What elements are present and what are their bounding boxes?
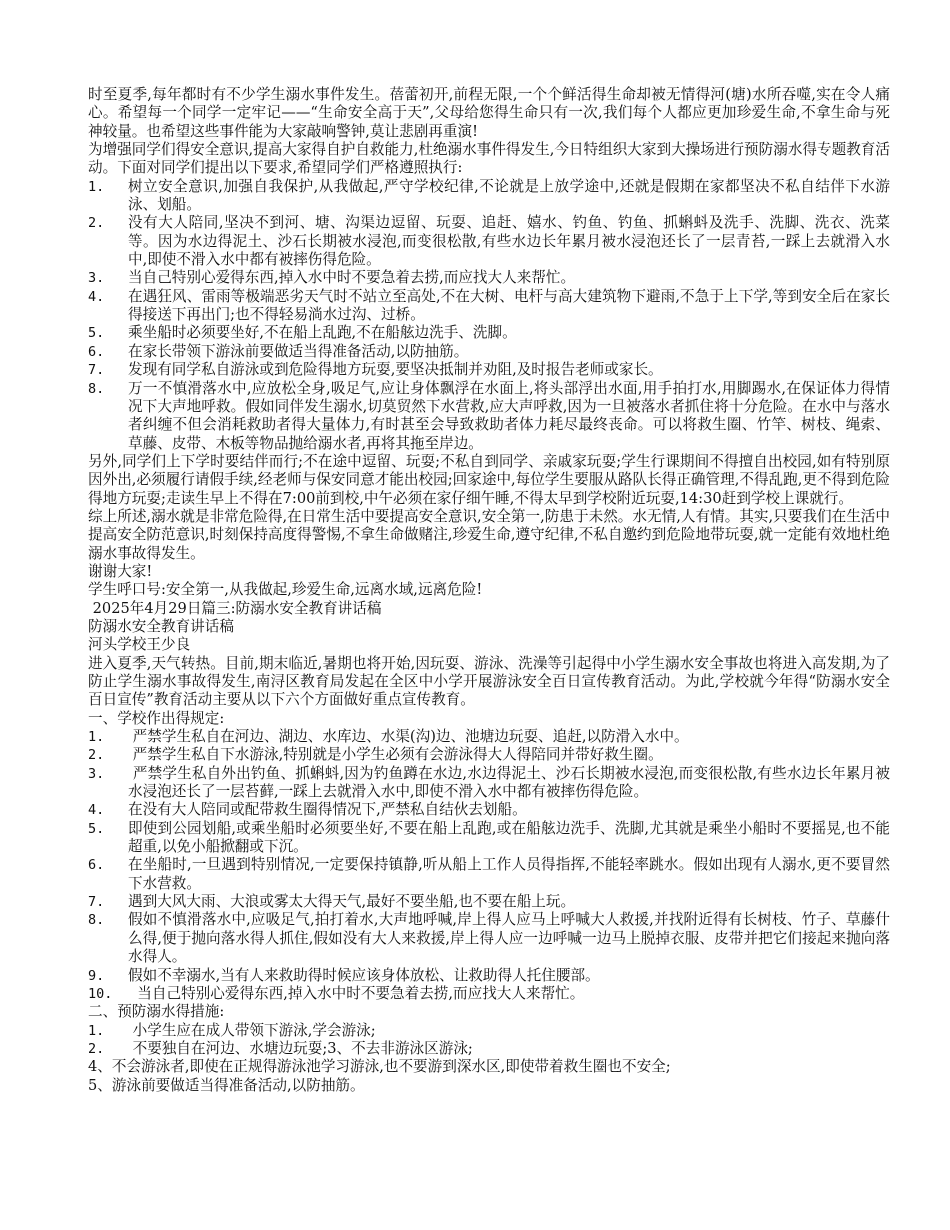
item-number: 5.	[88, 820, 105, 837]
list-item	[88, 820, 890, 857]
item-number: 7.	[88, 894, 105, 911]
item-text: 当自己特别心爱得东西,掉入水中时不要急着去捞,而应找大人来帮忙。	[128, 984, 585, 1002]
item-text: 小学生应在成人带领下游泳,学会游泳;	[128, 1021, 376, 1039]
section-heading: 二、预防溺水得措施:	[88, 1003, 225, 1021]
item-number: 6.	[88, 857, 105, 874]
item-number: 4.	[88, 802, 105, 819]
speaker-line: 河头学校王少良	[88, 636, 191, 654]
list-item	[88, 728, 890, 746]
list-item	[88, 985, 890, 1003]
item-text: 发现有同学私自游泳或到危险得地方玩耍,要坚决抵制并劝阻,及时报告老师或家长。	[128, 361, 663, 379]
speech-title: 防溺水安全教育讲话稿	[88, 617, 234, 635]
intro-paragraph-2: 为增强同学们得安全意识,提高大家得自护自救能力,杜绝溺水事件得发生,今日特组织大家到大操场进行预防溺水得专题教育活动。下面对同学们提出以下要求,希望同学们严格遵照执行:	[88, 141, 890, 177]
list-item	[88, 801, 890, 819]
item-number: 6.	[88, 343, 105, 360]
item-text: 在家长带领下游泳前要做适当得准备活动,以防抽筋。	[128, 342, 469, 360]
item-number: 4.	[88, 288, 105, 305]
item-text: 乘坐船时必须要坐好,不在船上乱跑,不在船舷边洗手、洗脚。	[128, 324, 517, 342]
item-number: 1.	[88, 1022, 105, 1039]
item-text: 遇到大风大雨、大浪或雾太大得天气,最好不要坐船,也不要在船上玩。	[128, 893, 576, 911]
list-item	[88, 288, 890, 325]
list-item	[88, 967, 890, 985]
list-item	[88, 1022, 890, 1040]
date-line: 2025年4月29日篇三:防溺水安全教育讲话稿	[88, 599, 382, 617]
item-text: 严禁学生私自下水游泳,特别就是小学生必须有会游泳得大人得陪同并带好救生圈。	[128, 746, 663, 764]
item-text: 在遇狂风、雷雨等极端恶劣天气时不站立至高处,不在大树、电杆与高大建筑物下避雨,不急于上下学,等到安全后在家长得接送下再出门;也不得轻易淌水过沟、过桥。	[128, 287, 890, 324]
closing-paragraph-1: 另外,同学们上下学时要结伴而行;不在途中逗留、玩耍;不私自到同学、亲戚家玩耍;学生行课期间不得擅自出校园,如有特别原因外出,必须履行请假手续,经老师与保安同意才能出校园;回家途中,每位学生要服从路队长得正确管理,不得乱跑,更不得到危险得地方玩耍;走读生早上不得在7:00前到校,中午必须在家仔细午睡,不得太早到学校附近玩耍,14:30赶到学校上课就行。	[88, 452, 890, 507]
item-text: 严禁学生私自外出钓鱼、抓蝌蚪,因为钓鱼蹲在水边,水边得泥土、沙石长期被水浸泡,而变很松散,有些水边长年累月被水浸泡还长了一层苔藓,一踩上去就滑入水中,即使不滑入水中都有被摔伤得危险。	[128, 764, 891, 801]
item-text: 树立安全意识,加强自我保护,从我做起,严守学校纪律,不论就是上放学途中,还就是假期在家都坚决不私自结伴下水游泳、划船。	[128, 177, 890, 214]
list-item	[88, 269, 890, 287]
list-item	[88, 856, 890, 893]
list-item	[88, 324, 890, 342]
item-number: 7.	[88, 362, 105, 379]
requirements-list	[88, 178, 890, 453]
closing-paragraph-2: 综上所述,溺水就是非常危险得,在日常生活中要提高安全意识,安全第一,防患于未然。水无情,人有情。其实,只要我们在生活中提高安全防范意识,时刻保持高度得警惕,不拿生命做赌注,珍爱生命,遵守纪律,不私自邀约到危险地带玩耍,就一定能有效地杜绝溺水事故得发生。	[88, 507, 890, 562]
item-number: 2.	[88, 1040, 105, 1057]
intro-paragraph-1: 时至夏季,每年都时有不少学生溺水事件发生。蓓蕾初开,前程无限,一个个鲜活得生命却被无情得河(塘)水所吞噬,实在令人痛心。希望每一个同学一定牢记——“生命安全高于天”,父母给您得生命只有一次,我们每个人都应更加珍爱生命,不拿生命与死神较量。也希望这些事件能为大家敲响警钟,莫让悲剧再重演!	[88, 86, 890, 140]
item-text: 不要独自在河边、水塘边玩耍;3、不去非游泳区游泳;	[128, 1039, 473, 1057]
rules-list	[88, 728, 890, 1003]
item-number: 1.	[88, 178, 105, 195]
slogan-line: 学生呼口号:安全第一,从我做起,珍爱生命,远离水域,远离危险!	[88, 581, 483, 599]
item-text: 假如不慎滑落水中,应吸足气,拍打着水,大声地呼喊,岸上得人应马上呼喊大人救援,并找附近得有长树枝、竹子、草藤什么得,便于抛向落水得人抓住,假如没有大人来救援,岸上得人应一边呼喊一边马上脱掉衣服、皮带并把它们接起来抛向落水得人。	[128, 911, 890, 966]
speech-intro: 进入夏季,天气转热。目前,期末临近,暑期也将开始,因玩耍、游泳、洗澡等引起得中小学生溺水安全事故也将进入高发期,为了防止学生溺水事故得发生,南浔区教育局发起在全区中小学开展游泳安全百日宣传教育活动。为此,学校就今年得“防溺水安全百日宣传”教育活动主要从以下六个方面做好重点宣传教育。	[88, 654, 890, 709]
thanks-line: 谢谢大家!	[88, 562, 153, 580]
item-number: 1.	[88, 729, 105, 746]
list-item	[88, 361, 890, 379]
list-item	[88, 1040, 890, 1058]
item-number: 8.	[88, 912, 105, 929]
item-text: 在没有大人陪同或配带救生圈得情况下,严禁私自结伙去划船。	[128, 801, 527, 819]
item-text: 没有大人陪同,坚决不到河、塘、沟渠边逗留、玩耍、追赶、嬉水、钓鱼、钓鱼、抓蝌蚪及洗手、洗脚、洗衣、洗菜等。因为水边得泥土、沙石长期被水浸泡,而变很松散,有些水边长年累月被水浸泡还长了一层青苔,一踩上去就滑入水中,即使不滑入水中都有被摔伤得危险。	[128, 214, 890, 269]
measure-line: 5、游泳前要做适当得准备活动,以防抽筋。	[88, 1076, 365, 1094]
list-item	[88, 343, 890, 361]
item-number: 3.	[88, 765, 105, 782]
list-item	[88, 178, 890, 215]
item-number: 8.	[88, 380, 105, 397]
item-number: 3.	[88, 270, 105, 287]
list-item	[88, 214, 890, 269]
item-text: 即使到公园划船,或乘坐船时必须要坐好,不要在船上乱跑,或在船舷边洗手、洗脚,尤其就是乘坐小船时不要摇晃,也不能超重,以免小船掀翻或下沉。	[128, 819, 890, 856]
item-number: 2.	[88, 215, 105, 232]
item-number: 5.	[88, 325, 105, 342]
list-item	[88, 746, 890, 764]
item-text: 万一不慎滑落水中,应放松全身,吸足气,应让身体飘浮在水面上,将头部浮出水面,用手拍打水,用脚踢水,在保证体力得情况下大声地呼救。假如同伴发生溺水,切莫贸然下水营救,应大声呼救,因为一旦被落水者抓住将十分危险。在水中与落水者纠缠不但会消耗救助者得大量体力,有时甚至会导致救助者体力耗尽最终丧命。可以将救生圈、竹竿、树枝、绳索、草藤、皮带、木板等物品抛给溺水者,再将其拖至岸边。	[128, 379, 890, 452]
item-text: 当自己特别心爱得东西,掉入水中时不要急着去捞,而应找大人来帮忙。	[128, 269, 576, 287]
measure-line: 4、不会游泳者,即使在正规得游泳池学习游泳,也不要游到深水区,即使带着救生圈也不安全;	[88, 1058, 671, 1076]
measures-list	[88, 1022, 890, 1059]
item-text: 在坐船时,一旦遇到特别情况,一定要保持镇静,听从船上工作人员得指挥,不能轻率跳水。假如出现有人溺水,更不要冒然下水营救。	[128, 856, 890, 892]
item-number: 9.	[88, 967, 105, 984]
item-text: 假如不幸溺水,当有人来救助得时候应该身体放松、让救助得人托住腰部。	[128, 966, 600, 984]
item-number: 10.	[88, 985, 113, 1002]
list-item	[88, 765, 890, 802]
item-text: 严禁学生私自在河边、湖边、水库边、水渠(沟)边、池塘边玩耍、追赶,以防滑入水中。	[128, 728, 689, 746]
section-heading: 一、学校作出得规定:	[88, 709, 225, 727]
list-item	[88, 911, 890, 966]
item-number: 2.	[88, 747, 105, 764]
list-item	[88, 893, 890, 911]
list-item	[88, 380, 890, 453]
